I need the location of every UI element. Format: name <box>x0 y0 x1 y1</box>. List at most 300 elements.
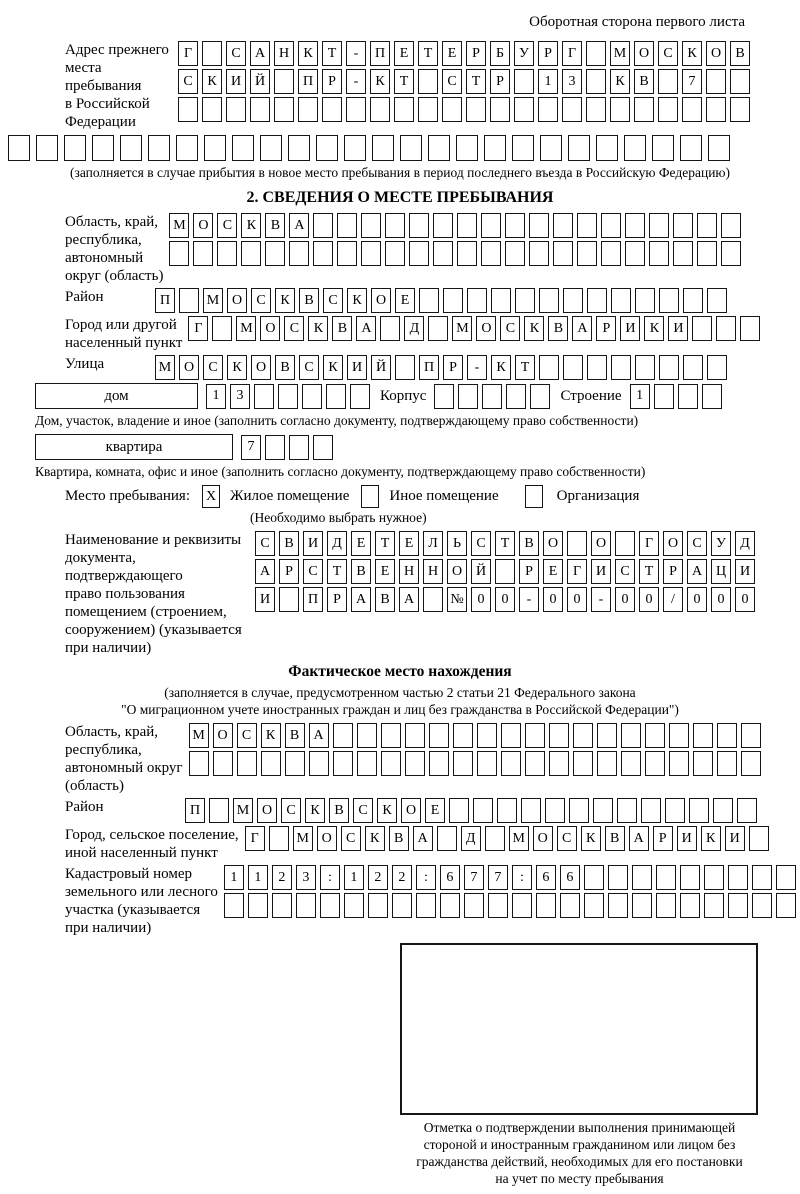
apartment-row <box>35 434 800 460</box>
char-cell: Й <box>371 355 391 380</box>
char-cell <box>584 865 604 890</box>
char-cell <box>440 893 460 918</box>
char-cell <box>530 384 550 409</box>
stroenie-cells <box>630 384 722 409</box>
char-cell <box>179 288 199 313</box>
char-cell: 0 <box>615 587 635 612</box>
char-grid-row <box>178 41 750 66</box>
char-cell: К <box>323 355 343 380</box>
char-cell: К <box>644 316 664 341</box>
char-cell <box>569 798 589 823</box>
char-cell <box>553 213 573 238</box>
char-cell <box>418 97 438 122</box>
char-cell <box>381 723 401 748</box>
char-cell <box>717 751 737 776</box>
field-city <box>65 316 800 352</box>
char-cell <box>525 751 545 776</box>
label-line: округ (область) <box>65 268 164 284</box>
confirmation-caption <box>392 1119 767 1187</box>
char-cell <box>497 798 517 823</box>
char-cell: В <box>389 826 409 851</box>
char-cell <box>320 893 340 918</box>
checkbox-organization <box>525 485 543 508</box>
label-line: иной населенный пункт <box>65 845 218 861</box>
korpus-cells <box>434 384 550 409</box>
char-cell <box>597 723 617 748</box>
char-cell <box>202 97 222 122</box>
char-cell <box>212 316 232 341</box>
checkbox-other-premises <box>361 485 379 508</box>
char-cell: И <box>347 355 367 380</box>
char-cell: : <box>416 865 436 890</box>
char-cell: Л <box>423 531 443 556</box>
char-cell <box>169 241 189 266</box>
char-cell <box>419 288 439 313</box>
char-cell <box>680 135 702 161</box>
char-cell: В <box>548 316 568 341</box>
char-cell <box>418 69 438 94</box>
char-cell <box>193 241 213 266</box>
char-cell <box>625 241 645 266</box>
char-cell <box>178 97 198 122</box>
char-cell: Р <box>279 559 299 584</box>
char-cell <box>717 723 737 748</box>
char-cell <box>562 97 582 122</box>
char-cell <box>680 865 700 890</box>
char-cell <box>189 751 209 776</box>
stroenie-label: Строение <box>560 387 622 404</box>
char-cell: - <box>467 355 487 380</box>
char-cell: М <box>155 355 175 380</box>
char-cell: И <box>255 587 275 612</box>
char-cell: С <box>323 288 343 313</box>
house-row <box>35 383 800 409</box>
char-cell: 1 <box>248 865 268 890</box>
char-cell: 2 <box>368 865 388 890</box>
char-cell <box>296 893 316 918</box>
char-grid-row <box>178 97 750 122</box>
char-cell <box>563 288 583 313</box>
char-cell <box>683 288 703 313</box>
char-cell <box>707 288 727 313</box>
char-cell: С <box>615 559 635 584</box>
char-cell: О <box>193 213 213 238</box>
char-cell <box>458 384 478 409</box>
char-cell <box>649 241 669 266</box>
char-cell <box>608 893 628 918</box>
char-cell: О <box>260 316 280 341</box>
char-cell: 7 <box>241 435 261 460</box>
char-cell: 7 <box>464 865 484 890</box>
char-cell: 6 <box>560 865 580 890</box>
char-cell <box>656 893 676 918</box>
char-cell <box>409 213 429 238</box>
char-cell: / <box>663 587 683 612</box>
char-cell: С <box>284 316 304 341</box>
char-cell: К <box>701 826 721 851</box>
char-cell: О <box>533 826 553 851</box>
char-cell: С <box>442 69 462 94</box>
char-cell: И <box>735 559 755 584</box>
char-cell <box>649 213 669 238</box>
char-cell: О <box>227 288 247 313</box>
char-cell <box>545 798 565 823</box>
char-cell <box>611 288 631 313</box>
char-cell <box>515 288 535 313</box>
char-cell <box>148 135 170 161</box>
char-cell: Е <box>394 41 414 66</box>
char-grid-row <box>224 893 796 918</box>
char-cell: К <box>524 316 544 341</box>
char-cell: А <box>629 826 649 851</box>
char-cell: С <box>471 531 491 556</box>
char-cell: № <box>447 587 467 612</box>
char-cell <box>453 751 473 776</box>
char-cell: Т <box>375 531 395 556</box>
char-cell: 7 <box>488 865 508 890</box>
char-cell <box>601 213 621 238</box>
char-cell <box>254 384 274 409</box>
char-cell: К <box>581 826 601 851</box>
char-cell: 3 <box>230 384 250 409</box>
char-cell: 3 <box>562 69 582 94</box>
char-cell <box>361 241 381 266</box>
char-cell: Р <box>663 559 683 584</box>
char-cell: К <box>491 355 511 380</box>
char-cell: К <box>377 798 397 823</box>
char-cell: - <box>591 587 611 612</box>
char-cell: К <box>370 69 390 94</box>
char-cell <box>428 316 448 341</box>
char-cell <box>536 893 556 918</box>
char-cell: В <box>285 723 305 748</box>
char-cell: 1 <box>538 69 558 94</box>
char-cell: М <box>203 288 223 313</box>
char-grid-row <box>189 751 761 776</box>
char-cell <box>702 384 722 409</box>
char-cell <box>658 69 678 94</box>
char-cell <box>587 288 607 313</box>
char-cell <box>482 384 502 409</box>
char-cell <box>673 241 693 266</box>
char-cell: Т <box>495 531 515 556</box>
char-cell: М <box>169 213 189 238</box>
char-cell: Р <box>490 69 510 94</box>
char-cell: К <box>305 798 325 823</box>
char-cell <box>226 97 246 122</box>
char-cell: Е <box>375 559 395 584</box>
char-cell <box>437 826 457 851</box>
label-line: помещением (строением, <box>65 604 227 620</box>
char-cell <box>491 288 511 313</box>
char-cell: 2 <box>272 865 292 890</box>
char-cell: П <box>419 355 439 380</box>
char-cell: 0 <box>687 587 707 612</box>
char-cell <box>706 69 726 94</box>
char-grid-row <box>188 316 760 341</box>
char-cell <box>64 135 86 161</box>
char-cell: М <box>610 41 630 66</box>
char-cell: Ц <box>711 559 731 584</box>
char-cell: К <box>365 826 385 851</box>
char-cell: Г <box>562 41 582 66</box>
korpus-label: Корпус <box>380 387 427 404</box>
char-cell: - <box>519 587 539 612</box>
char-cell <box>272 893 292 918</box>
char-cell <box>665 798 685 823</box>
char-cell: 1 <box>206 384 226 409</box>
char-grid-row <box>178 69 750 94</box>
char-cell <box>706 97 726 122</box>
char-cell <box>456 135 478 161</box>
char-cell: О <box>251 355 271 380</box>
char-cell <box>92 135 114 161</box>
char-cell <box>495 559 515 584</box>
char-cell: Г <box>178 41 198 66</box>
char-cell <box>429 723 449 748</box>
char-cell: Р <box>653 826 673 851</box>
char-cell <box>611 355 631 380</box>
region-label <box>65 213 169 285</box>
char-cell <box>368 893 388 918</box>
char-cell: В <box>375 587 395 612</box>
char-cell <box>776 893 796 918</box>
char-cell <box>621 723 641 748</box>
house-caption: Дом, участок, владение и иное (заполнить согласно документу, подтверждающему право собственности) <box>35 413 639 428</box>
char-cell <box>484 135 506 161</box>
field-document <box>65 531 800 657</box>
char-cell <box>313 213 333 238</box>
char-cell: М <box>452 316 472 341</box>
char-cell <box>394 97 414 122</box>
char-cell <box>697 213 717 238</box>
corner-note: Оборотная сторона первого листа <box>529 14 745 30</box>
char-cell: В <box>605 826 625 851</box>
char-cell <box>241 241 261 266</box>
char-cell <box>36 135 58 161</box>
char-cell <box>512 893 532 918</box>
char-cell: О <box>213 723 233 748</box>
char-cell <box>596 135 618 161</box>
char-cell <box>601 241 621 266</box>
char-cell: А <box>572 316 592 341</box>
label-line: Город или другой <box>65 317 177 333</box>
char-cell <box>669 751 689 776</box>
char-cell <box>204 135 226 161</box>
stay-type-row <box>65 485 800 508</box>
char-cell <box>506 384 526 409</box>
char-cell <box>693 723 713 748</box>
char-cell: 2 <box>392 865 412 890</box>
char-cell: С <box>687 531 707 556</box>
char-cell <box>728 865 748 890</box>
char-cell <box>490 97 510 122</box>
char-cell: Д <box>404 316 424 341</box>
char-cell <box>617 798 637 823</box>
char-cell: Т <box>418 41 438 66</box>
char-cell <box>707 355 727 380</box>
char-cell: Й <box>471 559 491 584</box>
actual-region-label <box>65 723 189 795</box>
char-cell <box>261 751 281 776</box>
char-cell <box>621 751 641 776</box>
char-cell <box>466 97 486 122</box>
char-cell <box>741 723 761 748</box>
label-line: Федерации <box>65 114 136 130</box>
char-cell <box>176 135 198 161</box>
char-cell <box>568 135 590 161</box>
document-label <box>65 531 255 657</box>
char-cell: Р <box>327 587 347 612</box>
char-cell: С <box>251 288 271 313</box>
char-cell: 0 <box>639 587 659 612</box>
char-cell <box>501 723 521 748</box>
char-grid-row <box>155 288 727 313</box>
char-cell <box>237 751 257 776</box>
char-cell <box>641 798 661 823</box>
char-cell <box>634 97 654 122</box>
char-cell <box>573 751 593 776</box>
char-cell: С <box>217 213 237 238</box>
char-cell <box>385 213 405 238</box>
char-cell <box>553 241 573 266</box>
char-cell <box>704 893 724 918</box>
label-line: при наличии) <box>65 920 152 936</box>
checkbox-mark: X <box>205 488 217 504</box>
char-cell <box>624 135 646 161</box>
char-cell: К <box>202 69 222 94</box>
char-cell <box>344 893 364 918</box>
char-cell <box>346 97 366 122</box>
char-cell: В <box>299 288 319 313</box>
char-cell <box>428 135 450 161</box>
char-cell <box>265 241 285 266</box>
char-cell: О <box>371 288 391 313</box>
char-cell <box>597 751 617 776</box>
char-cell: 0 <box>735 587 755 612</box>
char-cell <box>248 893 268 918</box>
char-grid-row <box>189 723 761 748</box>
char-cell: К <box>682 41 702 66</box>
stay-type-hint: (Необходимо выбрать нужное) <box>250 510 427 525</box>
char-cell <box>442 97 462 122</box>
char-cell: М <box>233 798 253 823</box>
char-cell <box>337 241 357 266</box>
label-line: населенный пункт <box>65 335 183 351</box>
char-cell: С <box>658 41 678 66</box>
char-cell <box>716 316 736 341</box>
actual-location-subtitle: "О миграционном учете иностранных граждан и лиц без гражданства в Российской Федерации") <box>121 702 679 717</box>
char-grid-row <box>255 531 755 556</box>
char-cell: М <box>236 316 256 341</box>
label-line: (область) <box>65 778 124 794</box>
label-line: Город, сельское поселение, <box>65 827 239 843</box>
char-cell <box>501 751 521 776</box>
char-cell <box>586 69 606 94</box>
char-cell: М <box>189 723 209 748</box>
char-cell: 0 <box>567 587 587 612</box>
char-cell: К <box>241 213 261 238</box>
char-cell <box>433 213 453 238</box>
field-actual-region <box>65 723 800 795</box>
char-cell <box>309 751 329 776</box>
house-type-box: дом <box>35 383 198 409</box>
char-cell: 1 <box>630 384 650 409</box>
char-cell: 7 <box>682 69 702 94</box>
char-cell <box>540 135 562 161</box>
char-cell <box>586 97 606 122</box>
char-cell <box>505 213 525 238</box>
char-cell: А <box>413 826 433 851</box>
char-cell: А <box>309 723 329 748</box>
char-cell <box>539 288 559 313</box>
label-line: гражданства действий, необходимых для его постановки <box>416 1154 743 1169</box>
char-cell <box>697 241 717 266</box>
char-cell <box>632 893 652 918</box>
char-cell: Н <box>423 559 443 584</box>
char-cell <box>593 798 613 823</box>
char-cell: П <box>155 288 175 313</box>
char-cell <box>209 798 229 823</box>
char-cell <box>433 241 453 266</box>
label-line: на учет по месту пребывания <box>495 1171 664 1186</box>
char-cell <box>423 587 443 612</box>
char-cell <box>322 97 342 122</box>
char-cell <box>473 798 493 823</box>
char-cell: С <box>203 355 223 380</box>
char-cell <box>481 241 501 266</box>
label-line: Адрес прежнего <box>65 42 169 58</box>
char-cell: О <box>476 316 496 341</box>
char-cell: Р <box>538 41 558 66</box>
field-district <box>65 288 800 313</box>
checkbox-residential <box>202 485 220 508</box>
char-cell: О <box>401 798 421 823</box>
char-cell <box>693 751 713 776</box>
char-cell <box>752 865 772 890</box>
label-line: земельного или лесного <box>65 884 218 900</box>
char-cell: В <box>265 213 285 238</box>
char-cell <box>477 723 497 748</box>
char-cell: Й <box>250 69 270 94</box>
char-cell: П <box>185 798 205 823</box>
char-cell: В <box>329 798 349 823</box>
char-cell: Т <box>394 69 414 94</box>
char-cell: 0 <box>495 587 515 612</box>
field-actual-city <box>65 826 800 862</box>
char-cell: В <box>351 559 371 584</box>
char-cell: И <box>725 826 745 851</box>
label-line: автономный <box>65 250 144 266</box>
char-cell <box>333 751 353 776</box>
char-cell: Е <box>425 798 445 823</box>
char-cell <box>584 893 604 918</box>
char-cell: О <box>663 531 683 556</box>
char-cell <box>692 316 712 341</box>
prev-address-field <box>65 41 800 131</box>
char-grid-row <box>185 798 757 823</box>
char-cell <box>370 97 390 122</box>
char-cell <box>741 751 761 776</box>
char-cell <box>337 213 357 238</box>
char-cell: И <box>668 316 688 341</box>
char-cell: : <box>320 865 340 890</box>
char-cell: Р <box>443 355 463 380</box>
char-cell: Д <box>735 531 755 556</box>
char-cell: В <box>275 355 295 380</box>
char-cell: А <box>687 559 707 584</box>
char-cell <box>728 893 748 918</box>
